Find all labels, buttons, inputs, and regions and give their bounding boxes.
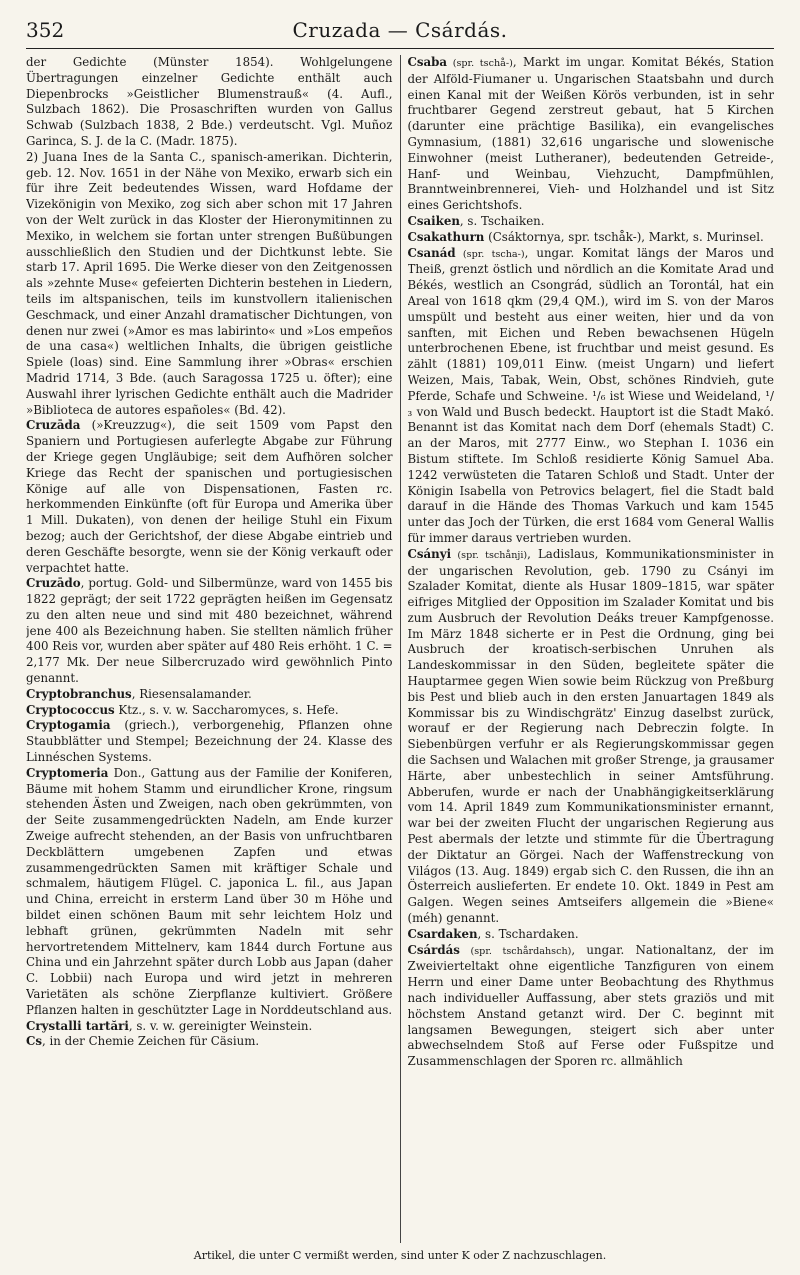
entry-text: (griech.), verborgenehig, Pflanzen ohne Staubblätter und Stempel; Bezeichnung der 24. Klasse des Linnéschen Systems.	[26, 718, 393, 765]
entry-csanyi	[408, 547, 775, 927]
entry-cryptococcus	[26, 703, 393, 719]
column-rule	[400, 55, 401, 1243]
headword: Cryptomeria	[26, 765, 109, 780]
entry-csaiken	[408, 214, 775, 230]
entry-text: Ktz., s. v. w. Saccharomyces, s. Hefe.	[114, 702, 339, 717]
entry-cryptobranchus	[26, 687, 393, 703]
headword: Csanád	[407, 245, 456, 260]
page-number: 352	[26, 18, 65, 42]
entry-csardas	[408, 943, 775, 1070]
entry-text: , in der Chemie Zeichen für Cäsium.	[42, 1034, 260, 1049]
pronunciation: (spr. tscha-)	[455, 248, 525, 260]
entry-text: , ungar. Komitat längs der Maros und Theiß, grenzt östlich und nördlich an die Komitate Arad und Békés, westlich an Csongrád, südlich an Torontál, hat ein Areal von 1618 qkm (29,4 QM.), wird im S. von der Maros umspült und besteht aus einer weiten, hier und da von sanften, mit Eichen und Reben bewachsenen Hügeln unterbrochenen Ebene, ist fruchtbar und meist gesund. Es zählt (1881) 109,011 Einw. (meist Ungarn) und liefert Weizen, Mais, Tabak, Wein, Obst, schönes Rindvieh, gute Pferde, Schafe und Schweine. ¹/₆ ist Wiese und Weideland, ¹/₃ von Wald und Busch bedeckt. Hauptort ist die Stadt Makó. Benannt ist das Komitat nach dem Dorf (ehemals Stadt) C. an der Maros, mit 2777 Einw., wo Stephan I. 1036 ein Bistum stiftete. Im Schloß residierte König Samuel Aba. 1242 verwüsteten die Tataren Schloß und Stadt. Unter der Königin Isabella von Petrovics belagert, fiel die Stadt bald darauf in die Hände des Thomas Varkuch und kam 1545 unter das Joch der Türken, die erst 1684 vom General Wallis für immer daraus vertrieben wurden.	[407, 245, 774, 545]
pronunciation: (spr. tschånji)	[451, 549, 528, 561]
headword: Cs	[26, 1034, 43, 1049]
headword: Cruzāda	[26, 418, 81, 433]
entry-text: Don., Gattung aus der Familie der Koniferen, Bäume mit hohem Stamm und eirundlicher Krone, ringsum stehenden Ästen und Zweigen, nach oben gekrümmten, von der Seite zusammengedrückten Nadeln, am Ende kurzer Zweige aufrecht stehenden, an der Basis von unfruchtbaren Deckblättern umgebenen Zapfen und etwas zusammengedrückten Samen mit kräftiger Schale und schmalem, häutigem Flügel. C. japonica L. fil., aus Japan und China, erreicht in ersterm Land über 30 m Höhe und bildet einen schönen Baum mit sehr leichtem Holz und lebhaft grünen, gekrümmten Nadeln mit sehr hervortretendem Mittelnerv, kam 1844 durch Fortune aus China und ein Jahrzehnt später durch Lobb aus Japan (daher C. Lobbii) nach Europa und wird jetzt in mehreren Varietäten als schöne Zierpflanze kultiviert. Größere Pflanzen halten in geschützter Lage in Norddeutschland aus.	[26, 765, 393, 1017]
headword: Cryptobranchus	[26, 686, 132, 701]
entry-cryptomeria	[26, 766, 393, 1019]
headword: Csaba	[407, 55, 448, 69]
pronunciation: (spr. tschårdahsch)	[459, 945, 572, 957]
entry-crystalli	[26, 1019, 393, 1035]
entry-juana-ines: 2) Juana Ines de la Santa C., spanisch-amerikan. Dichterin, geb. 12. Nov. 1651 in der Nähe von Mexiko, erwarb sich ein für ihre Zeit bedeutendes Wissen, ward Hofdame der Vizekönigin von Mexiko, zog sich aber schon mit 17 Jahren von der Welt zurück in das Kloster der Hieronymitinnen zu Mexiko, in welchem sie fortan unter strengen Bußübungen ausschließlich den Studien und der Dichtkunst lebte. Sie starb 17. April 1695. Die Werke dieser von den Zeitgenossen als »zehnte Muse« gefeierten Dichterin bestehen in Liedern, teils im altspanischen, teils im kunstvollern italienischen Geschmack, und einer Anzahl dramatischer Dichtungen, von denen nur zwei (»Amor es mas labirinto« und »Los empeños de una casa«) weltlichen Inhalts, die übrigen geistliche Spiele (loas) sind. Eine Sammlung ihrer »Obras« erschien Madrid 1714, 3 Bde. (auch Saragossa 1725 u. öfter); eine Auswahl ihrer lyrischen Gedichte enthält auch die Madrider »Biblioteca de autores españoles« (Bd. 42).	[26, 149, 393, 417]
left-column	[26, 55, 393, 1243]
entry-text: , Ladislaus, Kommunikationsminister in der ungarischen Revolution, geb. 1790 zu Csányi im Szalader Komitat, diente als Husar 1809–1815, war später eifriges Mitglied der Opposition im Szalader Komitat und bis zum Ausbruch der Revolution Deáks treuer Kampfgenosse. Im März 1848 sicherte er in Pest die Ordnung, ging bei Ausbruch der kroatisch-serbischen Unruhen als Landeskommissar in den Süden, begleitete später die Hauptarmee gegen Wien sowie beim Rückzug von Preßburg bis Pest und blieb auch in den ersten Januartagen 1849 als Kommissar bis zu Windischgrätz' Einzug daselbst zurück, worauf er der Regierung nach Debreczin folgte. In Siebenbürgen verfuhr er als Regierungskommissar gegen die Sachsen und Walachen mit großer Strenge, ja grausamer Härte, aber unbestechlich in seiner Amtsführung. Abberufen, wurde er nach der Unabhängigkeitserklärung vom 14. April 1849 zum Kommunikationsminister ernannt, war bei der zweiten Flucht der ungarischen Regierung aus Pest abermals der letzte und stimmte für die Übertragung der Diktatur an Görgei. Nach der Waffenstreckung von Világos (13. Aug. 1849) ergab sich C. den Russen, die ihn an Österreich auslieferten. Er endete 10. Okt. 1849 in Pest am Galgen. Wegen seines Amtseifers allgemein die »Biene« (méh) genannt.	[407, 546, 774, 926]
entry-cruzado	[26, 576, 393, 687]
entry-cryptogamia	[26, 718, 393, 765]
pronunciation: (spr. tschå-)	[447, 58, 513, 69]
entry-text: , s. Tschaiken.	[459, 213, 545, 228]
headword: Crystalli tartări	[26, 1018, 129, 1033]
headword: Csaiken	[407, 213, 460, 228]
headword: Csányi	[407, 546, 452, 561]
entry-csardaken	[408, 927, 775, 943]
entry-text: , Markt im ungar. Komitat Békés, Station der Alföld-Fiumaner u. Ungarischen Staatsbahn und durch einen Kanal mit der Weißen Körös verbunden, ist in sehr fruchtbarer Gegend zerstreut gebaut, hat 5 Kirchen (darunter eine prächtige Basilika), ein evangelisches Gymnasium, (1881) 32,616 ungarische und slowenische Einwohner (meist Lutheraner), bedeutenden Getreide-, Hanf- und Weinbau, Viehzucht, Dampfmühlen, Branntweinbrennerei, Vieh- und Holzhandel und ist Sitz eines Gerichtshofs.	[407, 55, 774, 213]
entry-csaba	[408, 55, 775, 214]
right-column	[408, 55, 775, 1243]
entry-text: , portug. Gold- und Silbermünze, ward von 1455 bis 1822 geprägt; der seit 1722 geprägten heißen im Gegensatz zu den alten neue und sind mit 480 bezeichnet, während jene 400 als Bezeichnung haben. Sie stellten nämlich früher 400 Reis vor, wurden aber später auf 480 Reis erhöht. 1 C. = 2,177 Mk. Der neue Silbercruzado wird gewöhnlich Pinto genannt.	[26, 576, 393, 686]
entry-text: (»Kreuzzug«), die seit 1509 vom Papst den Spaniern und Portugiesen auferlegte Abgabe zur Führung der Kriege gegen Ungläubige; seit dem Aufhören solcher Kriege das Recht der spanischen und portugiesischen Könige auf alle von Dispensationen, Fasten rc. herkommenden Einkünfte (oft für Europa und Amerika über 1 Mill. Dukaten), von denen der heilige Stuhl ein Fixum bezog; auch der Gerichtshof, der diese Abgabe eintrieb und deren Geschäfte besorgte, wenn sie der König verkauft oder verpachtet hatte.	[26, 418, 393, 575]
page-footer-note: Artikel, die unter C vermißt werden, sind unter K oder Z nachzuschlagen.	[193, 1249, 607, 1262]
entry-cruzada	[26, 418, 393, 576]
entry-text: , s. Tschardaken.	[477, 926, 579, 941]
page-header	[26, 18, 774, 49]
entry-cs	[26, 1034, 393, 1050]
headword: Cryptogamia	[26, 718, 111, 733]
entry-continuation: der Gedichte (Münster 1854). Wohlgelungene Übertragungen einzelner Gedichte enthält auch Diepenbrocks »Geistlicher Blumenstrauß« (4. Aufl., Sulzbach 1862). Die Prosaschriften wurden von Gallus Schwab (Sulzbach 1838, 2 Bde.) verdeutscht. Vgl. Muñoz Garinca, S. J. de la C. (Madr. 1875).	[26, 55, 393, 148]
entry-text: , ungar. Nationaltanz, der im Zweivierteltakt ohne eigentliche Tanzfiguren von einem Herrn und einer Dame unter Beobachtung des Rhythmus nach individueller Auffassung, aber stets graziös und mit höchstem Anstand getanzt wird. Der C. beginnt mit langsamen Bewegungen, steigert sich aber unter abwechselndem Stoß auf Ferse oder Fußspitze und Zusammenschlagen der Sporen rc. allmählich	[407, 942, 774, 1069]
columns	[26, 55, 774, 1243]
entry-csanad	[408, 246, 775, 547]
entry-csakathurn	[408, 230, 775, 246]
entry-text: , Riesensalamander.	[131, 686, 252, 701]
headword: Csakathurn	[407, 229, 485, 244]
running-title: Cruzada — Csárdás.	[292, 18, 508, 42]
headword: Cruzādo	[26, 576, 81, 591]
entry-text: , s. v. w. gereinigter Weinstein.	[128, 1018, 313, 1033]
entry-text: (Csáktornya, spr. tschåk-), Markt, s. Murinsel.	[484, 229, 764, 244]
headword: Cryptococcus	[26, 702, 115, 717]
headword: Csardaken	[407, 926, 478, 941]
headword: Csárdás	[407, 942, 460, 957]
